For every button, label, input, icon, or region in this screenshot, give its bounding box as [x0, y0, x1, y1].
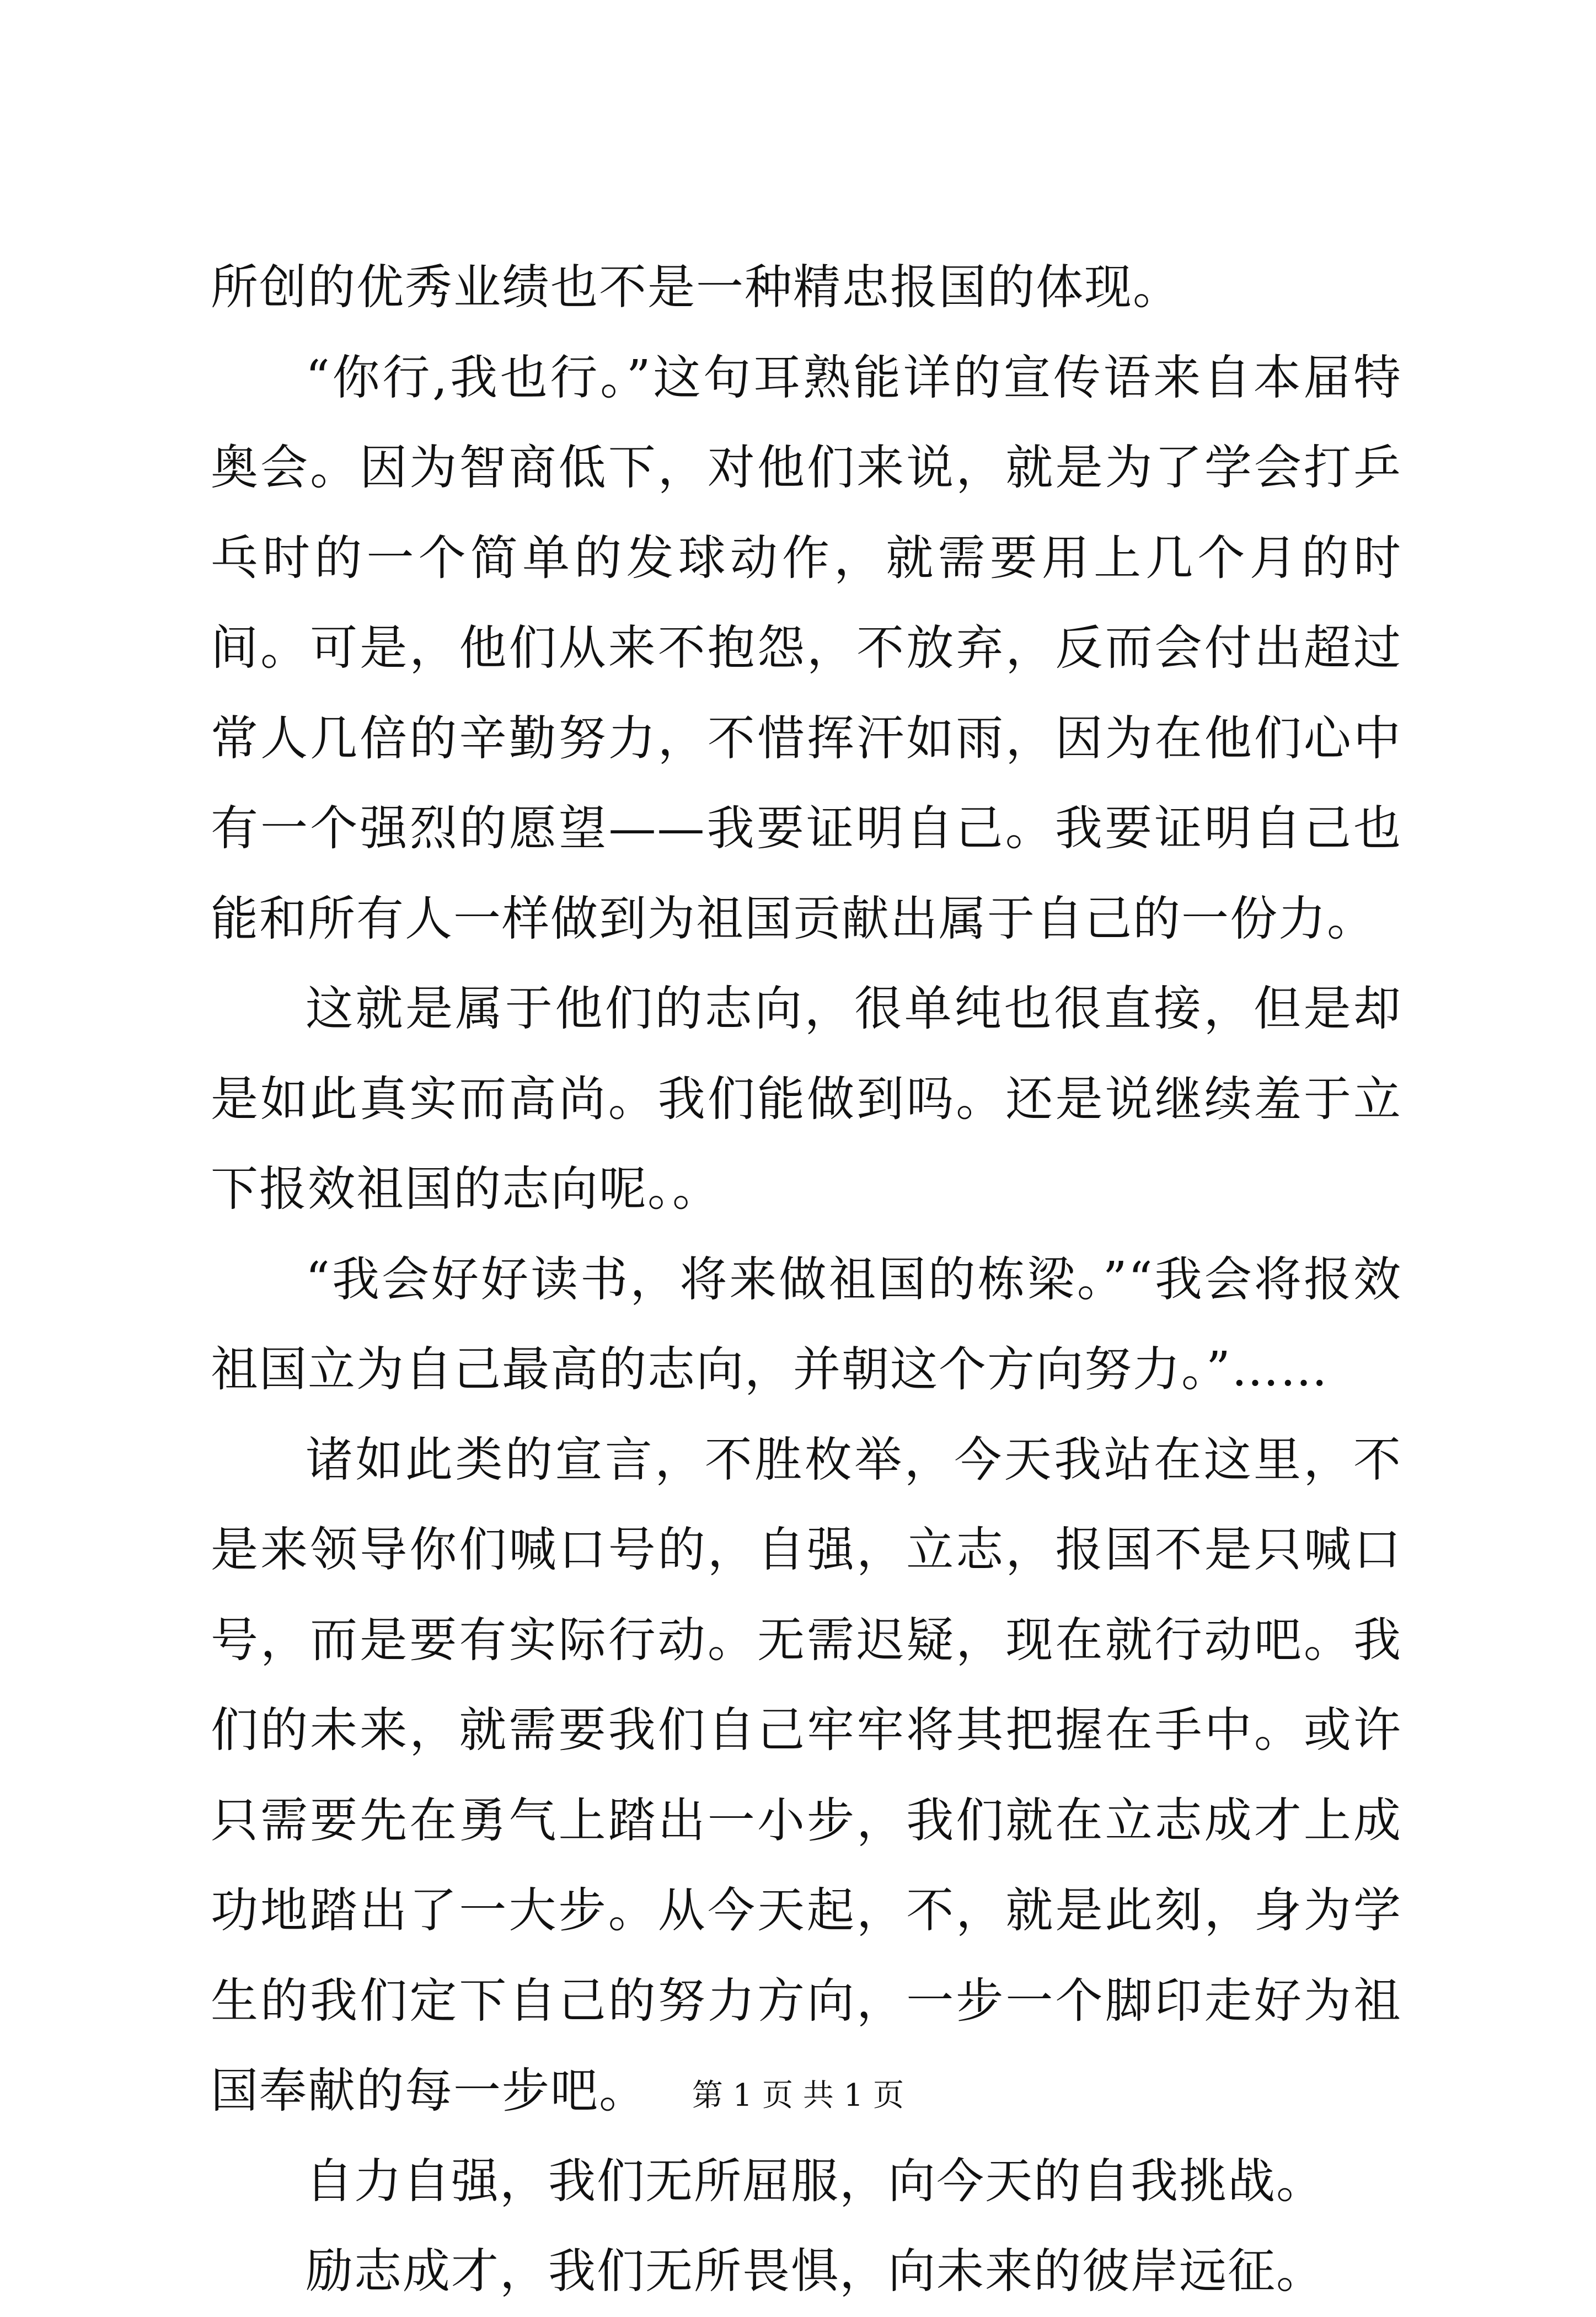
paragraph-their-aspiration: 这就是属于他们的志向，很单纯也很直接，但是却是如此真实而高尚。我们能做到吗。还是说继续羞于立下报效祖国的志向呢。。	[211, 981, 1402, 1217]
paragraph-declarations: 诸如此类的宣言，不胜枚举，今天我站在这里，不是来领导你们喊口号的，自强，立志，报国不是只喊口号，而是要有实际行动。无需迟疑，现在就行动吧。我们的未来，就需要我们自己牢牢将其把握在手中。或许只需要先在勇气上踏出一小步，我们就在立志成才上成功地踏出了一大步。从今天起，不，就是此刻，身为学生的我们定下自己的努力方向，一步一个脚印走好为祖国奉献的每一步吧。	[211, 1432, 1402, 2118]
paragraph-ambition: 励志成才，我们无所畏惧，向未来的彼岸远征。	[306, 2244, 1325, 2299]
paragraph-quotes: “我会好好读书，将来做祖国的栋梁。”“我会将报效祖国立为自己最高的志向，并朝这个方向努力。”……	[211, 1251, 1402, 1397]
paragraph-self-reliance: 自力自强，我们无所屈服，向今天的自我挑战。	[306, 2153, 1325, 2209]
page-footer: 第 1 页 共 1 页	[692, 2078, 904, 2113]
paragraph-continuation: 所创的优秀业绩也不是一种精忠报国的体现。	[211, 260, 1181, 315]
document-body	[211, 243, 1402, 2317]
paragraph-special-olympics: “你行,我也行。”这句耳熟能详的宣传语来自本届特奥会。因为智商低下，对他们来说，就是为了学会打乒乓时的一个简单的发球动作，就需要用上几个月的时间。可是，他们从来不抱怨，不放弃，反而会付出超过常人几倍的辛勤努力，不惜挥汗如雨，因为在他们心中有一个强烈的愿望——我要证明自己。我要证明自己也能和所有人一样做到为祖国贡献出属于自己的一份力。	[211, 350, 1402, 946]
